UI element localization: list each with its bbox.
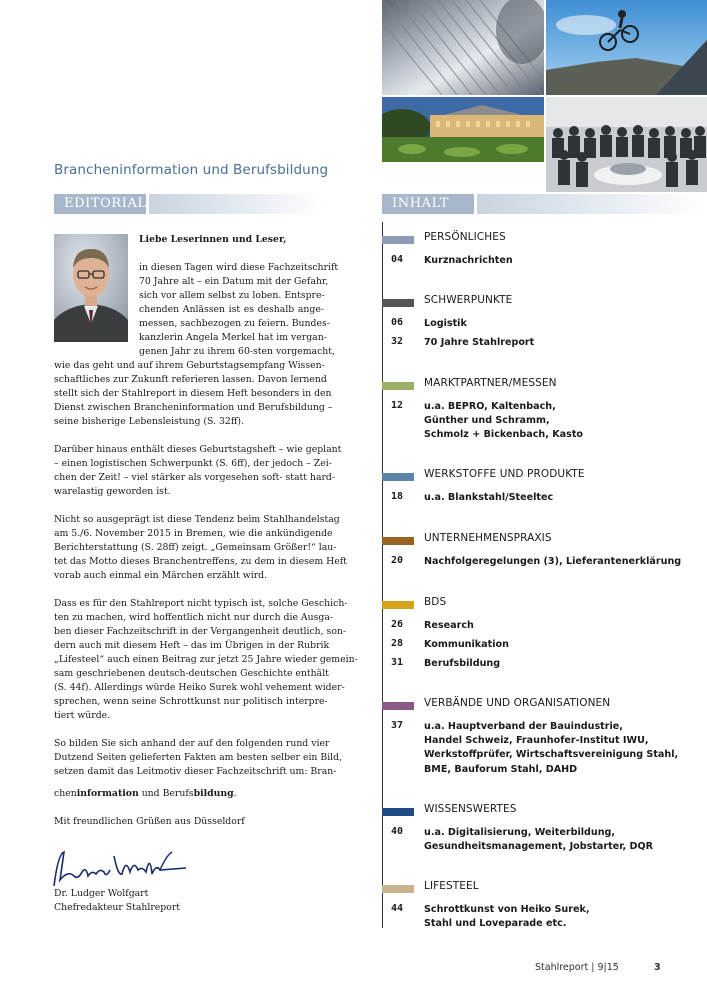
page-number: 3 (654, 962, 661, 973)
editorial-header-fill (149, 194, 324, 214)
editorial-line: Dass es für den Stahlreport nicht typisch ist, solche Geschich- (54, 598, 348, 609)
entry-page-number: 04 (391, 254, 404, 265)
entry-page-number: 06 (391, 317, 404, 328)
section-color-swatch (382, 885, 414, 893)
final-line-part: chen (54, 788, 77, 799)
publication-info: Stahlreport | 9|15 (535, 962, 619, 973)
editorial-line: sam geschriebenen deutsch-deutschen Geschichte enthält (54, 668, 329, 679)
editorial-line: vorab auch einmal ein Märchen erzählt wird. (54, 570, 268, 581)
entry-text (424, 657, 500, 671)
entry-text-line: u.a. Hauptverband der Bauindustrie, (424, 721, 623, 732)
entry-text-line: Logistik (424, 318, 467, 329)
entry-text (424, 491, 553, 505)
entry-page-number: 44 (391, 903, 404, 914)
section-color-swatch (382, 702, 414, 710)
section-color-swatch (382, 808, 414, 816)
editorial-line: dern auch mit diesem Heft – das im Übrigen in der Rubrik (54, 640, 330, 651)
entry-text-line: BME, Bauforum Stahl, DAHD (424, 763, 578, 775)
editorial-line: ten zu machen, wird hoffentlich nicht nur durch die Ausga- (54, 612, 334, 623)
editorial-line: sich vor allem selbst zu loben. Entspre- (139, 290, 325, 301)
editorial-line: chenden Anlässen ist es deshalb ange- (139, 304, 324, 315)
editorial-line: (S. 44f). Allerdings würde Heiko Surek wohl vehement wider- (54, 682, 345, 693)
editorial-line: ben dieser Fachzeitschrift in der Vergangenheit deutlich, son- (54, 626, 347, 637)
editorial-line: – einen logistischen Schwerpunkt (S. 6ff), der jedoch – Zei- (54, 458, 332, 469)
editorial-closing: Mit freundlichen Grüßen aus Düsseldorf (54, 816, 245, 827)
editorial-line: setzen damit das Leitmotiv dieser Fachzeitschrift um: Bran- (54, 766, 337, 777)
entry-text (424, 826, 653, 854)
editorial-line: 70 Jahre alt – ein Datum mit der Gefahr, (139, 276, 329, 287)
section-color-swatch (382, 601, 414, 609)
entry-text (424, 400, 583, 443)
entry-page-number: 37 (391, 720, 404, 731)
entry-text-line: Handel Schweiz, Fraunhofer-Institut IWU, (424, 735, 649, 747)
section-title: MARKTPARTNER/MESSEN (424, 377, 557, 389)
editorial-line: „Lifesteel“ auch einen Beitrag zur jetzt 25 Jahre wieder gemein- (54, 654, 358, 665)
entry-page-number: 18 (391, 491, 404, 502)
building-garden-photo (382, 97, 544, 162)
entry-text (424, 903, 590, 931)
entry-text (424, 254, 513, 268)
final-line-part: und Berufs (138, 788, 194, 799)
entry-text-line: Günther und Schramm, (424, 415, 550, 427)
section-title: PERSÖNLICHES (424, 231, 506, 243)
entry-text-line: Gesundheitsmanagement, Jobstarter, DQR (424, 841, 654, 853)
editorial-line: Nicht so ausgeprägt ist diese Tendenz beim Stahlhandelstag (54, 514, 340, 525)
entry-text-line: u.a. Digitalisierung, Weiterbildung, (424, 827, 616, 838)
final-line-bold-information: information (76, 788, 139, 799)
editorial-line: seine bisherige Lebensleistung (S. 32ff). (54, 416, 245, 427)
entry-text-line: Kommunikation (424, 639, 509, 650)
editorial-greeting: Liebe Leserinnen und Leser, (139, 234, 287, 245)
section-kicker: Brancheninformation und Berufsbildung (54, 162, 329, 178)
editorial-line: Berichterstattung (S. 28ff) zeigt. „Gemeinsam Größer!“ lau- (54, 542, 337, 553)
entry-text-line: Schmolz + Bickenbach, Kasto (424, 429, 583, 441)
editorial-line: tiert würde. (54, 710, 111, 721)
entry-text-line: Research (424, 620, 474, 631)
section-color-swatch (382, 537, 414, 545)
entry-text-line: Nachfolgeregelungen (3), Lieferantenerklärung (424, 556, 682, 567)
entry-page-number: 32 (391, 336, 404, 347)
editorial-line: warelastig geworden ist. (54, 486, 171, 497)
entry-page-number: 20 (391, 555, 404, 566)
entry-text-line: Kurznachrichten (424, 255, 513, 266)
entry-page-number: 26 (391, 619, 404, 630)
editorial-line: Darüber hinaus enthält dieses Geburtstagsheft – wie geplant (54, 444, 342, 455)
editorial-line: chen der Zeit! – viel stärker als vorgesehen soft- statt hard- (54, 472, 336, 483)
entry-page-number: 31 (391, 657, 404, 668)
entry-text-line: Berufsbildung (424, 658, 501, 669)
author-title: Chefredakteur Stahlreport (54, 902, 181, 913)
section-title: BDS (424, 596, 447, 608)
editorial-line: So bilden Sie sich anhand der auf den folgenden rund vier (54, 738, 330, 749)
editorial-line: schaftliches zur Zukunft referieren lassen. Davon lernend (54, 374, 327, 385)
section-color-swatch (382, 382, 414, 390)
editorial-line: in diesen Tagen wird diese Fachzeitschrift (139, 262, 339, 273)
entry-text-line: Stahl und Loveparade etc. (424, 918, 567, 930)
entry-page-number: 40 (391, 826, 404, 837)
final-line-part: . (233, 788, 237, 799)
section-title: LIFESTEEL (424, 880, 479, 892)
editorial-line: kanzlerin Angela Merkel hat im vergan- (139, 332, 327, 343)
editorial-header: EDITORIAL (54, 194, 146, 214)
entry-text-line: u.a. Blankstahl/Steeltec (424, 492, 554, 503)
author-name: Dr. Ludger Wolfgart (54, 888, 149, 899)
editorial-line: genen Jahr zu ihrem 60-sten vorgemacht, (139, 346, 335, 357)
entry-text (424, 619, 474, 633)
editorial-line: stellt sich der Stahlreport in diesem Heft besonders in den (54, 388, 332, 399)
entry-text (424, 336, 534, 350)
editorial-header-bar (54, 194, 324, 214)
section-title: WISSENSWERTES (424, 803, 517, 815)
section-color-swatch (382, 473, 414, 481)
entry-text (424, 317, 467, 331)
editorial-line: wie das geht und auf ihrem Geburtstagsempfang Wissen- (54, 360, 325, 371)
section-color-swatch (382, 299, 414, 307)
team-group-photo (546, 97, 707, 192)
entry-text-line: 70 Jahre Stahlreport (424, 337, 535, 348)
bmx-rider-photo (546, 0, 707, 95)
section-title: WERKSTOFFE UND PRODUKTE (424, 468, 585, 480)
entry-text (424, 720, 678, 777)
section-title: SCHWERPUNKTE (424, 294, 513, 306)
author-portrait (54, 234, 128, 342)
entry-text (424, 555, 681, 569)
editorial-line: am 5./6. November 2015 in Bremen, wie die ankündigende (54, 528, 333, 539)
contents-header: INHALT (382, 194, 474, 214)
editorial-line: messen, sachbezogen zu feiern. Bundes- (139, 318, 330, 329)
entry-text (424, 638, 509, 652)
contents-header-fill (477, 194, 707, 214)
editorial-final-line (54, 787, 237, 801)
entry-text-line: Schrottkunst von Heiko Surek, (424, 904, 590, 915)
contents-divider (382, 222, 383, 928)
section-title: VERBÄNDE UND ORGANISATIONEN (424, 697, 611, 709)
entry-page-number: 28 (391, 638, 404, 649)
entry-page-number: 12 (391, 400, 404, 411)
editorial-line: Dienst zwischen Brancheninformation und Berufsbildung – (54, 402, 333, 413)
steel-rolls-photo (382, 0, 544, 95)
contents-header-bar (382, 194, 707, 214)
editorial-line: Dutzend Seiten gelieferten Fakten am besten selber ein Bild, (54, 752, 343, 763)
section-title: UNTERNEHMENSPRAXIS (424, 532, 552, 544)
handwritten-signature (48, 846, 188, 892)
editorial-line: sprechen, wenn seine Schrottkunst nur politisch interpre- (54, 696, 328, 707)
final-line-bold-bildung: bildung (193, 788, 234, 799)
section-color-swatch (382, 236, 414, 244)
entry-text-line: u.a. BEPRO, Kaltenbach, (424, 401, 556, 412)
entry-text-line: Werkstoffprüfer, Wirtschaftsvereinigung Stahl, (424, 749, 679, 761)
editorial-line: tet das Motto dieses Branchentreffens, zu dem in diesem Heft (54, 556, 347, 567)
